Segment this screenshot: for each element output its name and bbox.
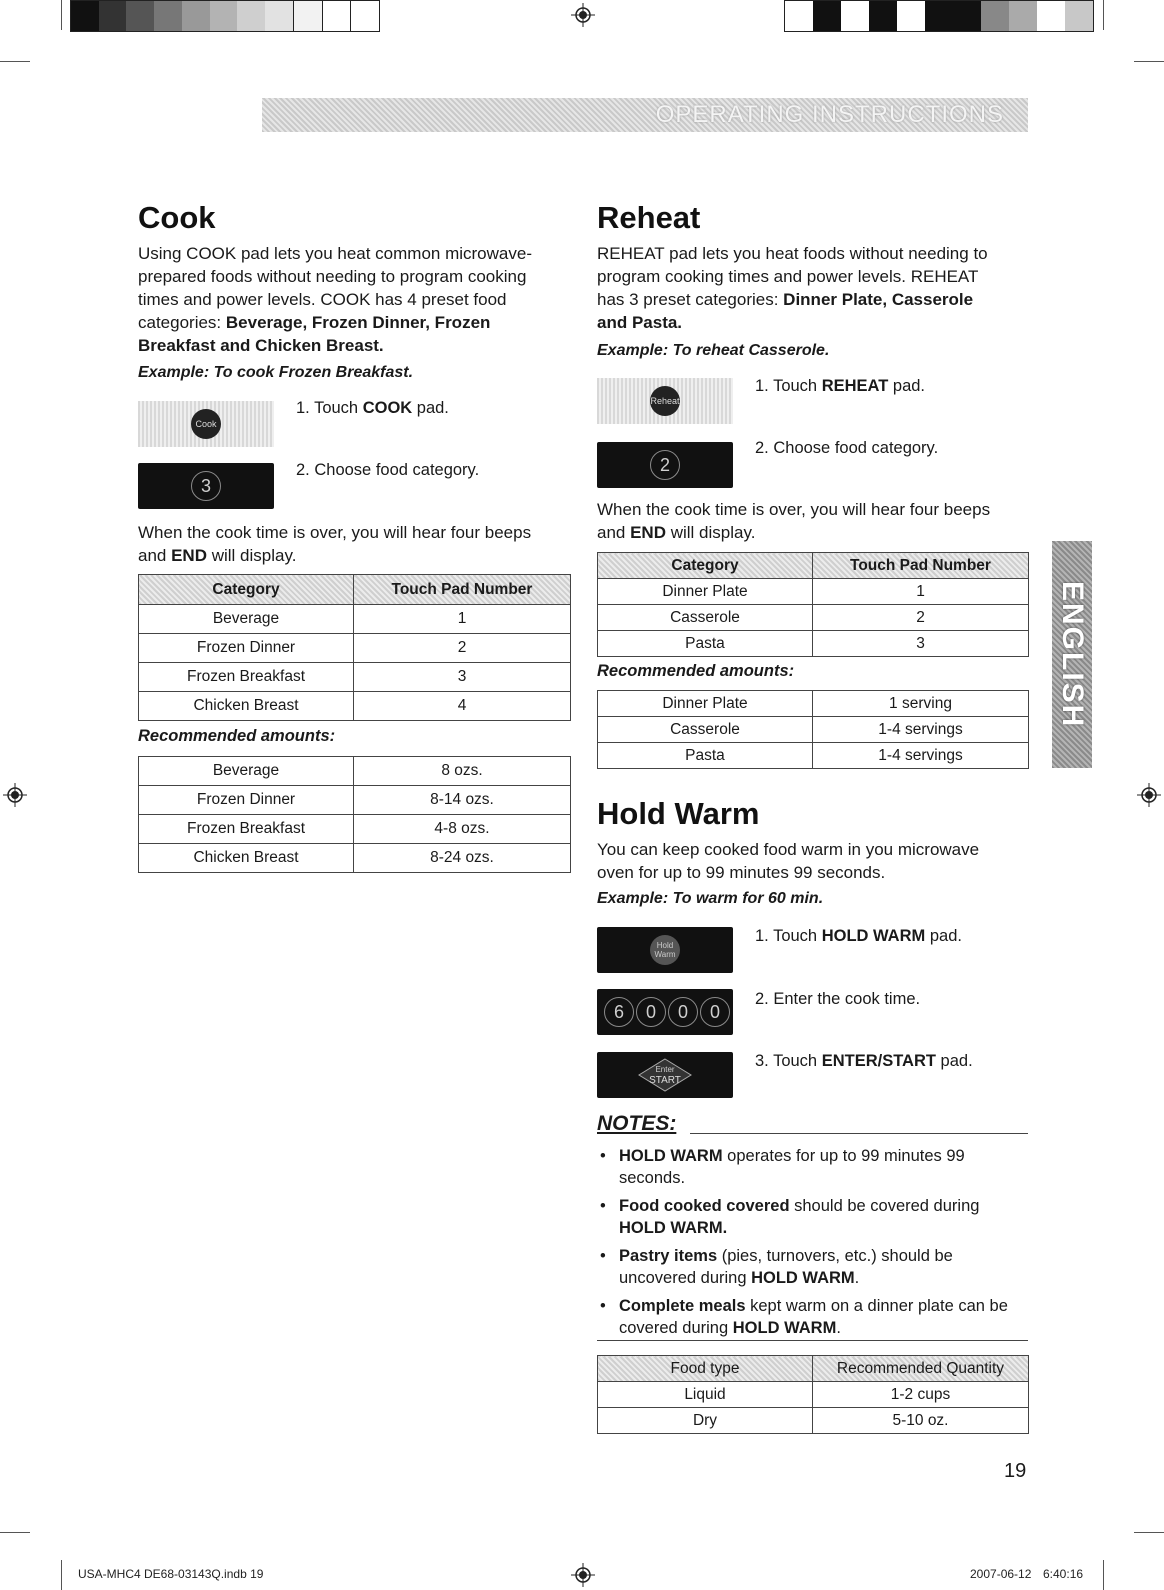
hold-warm-step-3: 3. Touch ENTER/START pad. [755,1052,973,1070]
table-row: Liquid 1-2 cups [598,1382,1029,1408]
enter-label: Enter [655,1065,675,1074]
reheat-end-text: When the cook time is over, you will hear four beeps and END will display. [597,500,991,542]
crop-mark [0,61,30,62]
language-tab [1052,541,1092,768]
cook-intro-line: Using COOK pad lets you heat common microwave- [138,244,532,263]
registration-mark-icon [3,783,27,807]
registration-mark-icon [571,1563,595,1587]
display-digit: 2 [650,450,680,480]
hold-warm-display-illustration [597,989,733,1035]
cook-recommended-label: Recommended amounts: [138,727,336,745]
table-row: Casserole 2 [598,605,1029,631]
table-row: Dinner Plate 1 serving [598,691,1029,717]
footer-date: 2007-06-12 [970,1567,1032,1581]
color-bar-right [784,0,1094,32]
reheat-amount-table [597,690,1029,769]
hold-warm-pad-button: Hold Warm [650,935,680,965]
note-item: • HOLD WARM operates for up to 99 minutes 99 seconds. [597,1145,1017,1189]
notes-list [597,1145,1017,1345]
reheat-pad-button: Reheat [650,386,680,416]
reheat-heading: Reheat [597,200,701,235]
table-header: Touch Pad Number [354,575,571,605]
table-header: Category [598,553,813,579]
note-item: • Pastry items (pies, turnovers, etc.) should be uncovered during HOLD WARM. [597,1245,1017,1289]
hold-warm-quantity-table [597,1355,1029,1434]
hold-warm-heading: Hold Warm [597,796,760,831]
footer-time: 6:40:16 [1043,1567,1084,1581]
hold-warm-intro: You can keep cooked food warm in you microwave oven for up to 99 minutes 99 seconds. [597,840,980,882]
notes-title: NOTES: [597,1112,677,1135]
table-row: Pasta 3 [598,631,1029,657]
table-row: Casserole 1-4 servings [598,717,1029,743]
crop-mark [0,1532,30,1533]
cook-amount-table [138,756,571,873]
crop-mark [61,1560,62,1590]
table-row: Frozen Dinner 8-14 ozs. [139,786,571,815]
start-label: START [649,1075,681,1086]
cook-category-table [138,574,571,721]
table-row: Chicken Breast 8-24 ozs. [139,844,571,873]
table-row: Frozen Dinner 2 [139,634,571,663]
registration-mark-icon [1137,783,1161,807]
reheat-category-table [597,552,1029,657]
reheat-step-2: 2. Choose food category. [755,439,939,457]
cook-intro-line: times and power levels. COOK has 4 preset food [138,290,507,309]
reheat-pad-illustration [597,378,733,424]
cook-intro [138,242,578,357]
crop-mark [1134,61,1164,62]
cook-pad-button: Cook [191,409,221,439]
cook-example: Example: To cook Frozen Breakfast. [138,364,414,381]
note-item: • Food cooked covered should be covered during HOLD WARM. [597,1195,1017,1239]
table-row: Chicken Breast 4 [139,692,571,721]
table-row: Pasta 1-4 servings [598,743,1029,769]
display-digit: 0 [700,997,730,1027]
display-digit: 3 [191,471,221,501]
cook-intro-line: Breakfast and Chicken Breast. [138,336,384,355]
page-number: 19 [1004,1460,1027,1482]
crop-mark [1103,1560,1104,1590]
table-header: Category [139,575,354,605]
reheat-display-illustration [597,442,733,488]
reheat-intro: REHEAT pad lets you heat foods without needing to program cooking times and power levels. REHEAT has 3 preset categories: Dinner Plate, Casserole and Pasta. [597,244,988,332]
section-header-title: OPERATING INSTRUCTIONS [655,101,1004,128]
table-row: Beverage 8 ozs. [139,757,571,786]
hold-warm-example: Example: To warm for 60 min. [597,890,824,907]
table-row: Frozen Breakfast 4-8 ozs. [139,815,571,844]
display-digit: 0 [668,997,698,1027]
hold-warm-pad-illustration [597,927,733,973]
crop-mark [1134,1532,1164,1533]
cook-end-text: When the cook time is over, you will hear four beeps and END will display. [138,523,532,565]
table-header: Recommended Quantity [813,1356,1029,1382]
cook-step-2: 2. Choose food category. [296,461,480,479]
cook-intro-line: categories: Beverage, Frozen Dinner, Frozen [138,313,491,332]
table-row: Dinner Plate 1 [598,579,1029,605]
cook-pad-illustration [138,401,274,447]
reheat-example: Example: To reheat Casserole. [597,342,830,359]
note-item: • Complete meals kept warm on a dinner plate can be covered during HOLD WARM. [597,1295,1017,1339]
section-header-band [262,98,1028,132]
crop-mark [1103,0,1104,30]
table-row: Beverage 1 [139,605,571,634]
enter-start-pad-illustration [597,1052,733,1098]
cook-intro-line: prepared foods without needing to program cooking [138,267,527,286]
reheat-recommended-label: Recommended amounts: [597,662,795,680]
table-header: Food type [598,1356,813,1382]
notes-bottom-divider [597,1340,1028,1341]
color-bar-left [70,0,380,32]
cook-display-illustration [138,463,274,509]
enter-start-diamond-icon [637,1057,693,1093]
table-row: Frozen Breakfast 3 [139,663,571,692]
cook-heading: Cook [138,200,216,235]
table-header: Touch Pad Number [813,553,1029,579]
reheat-step-1: 1. Touch REHEAT pad. [755,377,926,395]
hold-warm-step-1: 1. Touch HOLD WARM pad. [755,927,962,945]
language-tab-label: ENGLISH [1056,580,1089,729]
display-digit: 6 [604,997,634,1027]
notes-divider [690,1133,1028,1134]
registration-mark-icon [571,3,595,27]
footer-filename: USA-MHC4 DE68-03143Q.indb 19 [78,1567,264,1581]
display-digit: 0 [636,997,666,1027]
cook-step-1: 1. Touch COOK pad. [296,399,449,417]
table-row: Dry 5-10 oz. [598,1408,1029,1434]
crop-mark [61,0,62,30]
hold-warm-step-2: 2. Enter the cook time. [755,990,921,1008]
